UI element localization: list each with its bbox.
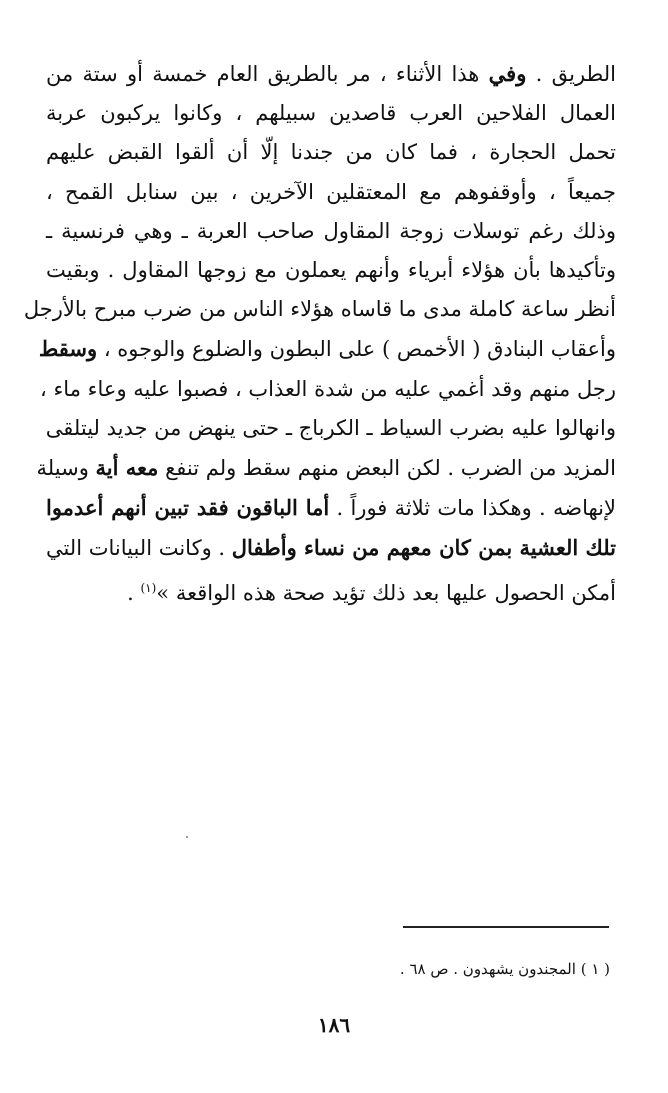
bold-text: وفي (488, 61, 527, 86)
text-run: وأعقاب البنادق ( الأخمص ) على البطون والضلوع والوجوه ، (97, 337, 616, 362)
text-line (46, 569, 616, 613)
footnote: ( ١ ) المجندون يشهدون . ص ٦٨ . (399, 960, 610, 978)
text-run: لإنهاضه . وهكذا مات ثلاثة فوراً . (329, 496, 616, 521)
footnote-reference: (١) (140, 580, 157, 595)
bold-text: تلك العشية بمن كان معهم من نساء وأطفال (231, 535, 616, 561)
text-line (46, 251, 616, 290)
text-run: . وكانت البيانات التي (45, 536, 232, 561)
text-line (46, 528, 616, 568)
text-run: هذا الأثناء ، مر بالطريق العام خمسة أو ستة من (46, 62, 489, 86)
text-line (46, 133, 616, 172)
bold-text: معه أية (95, 455, 159, 481)
text-line (23, 290, 616, 329)
text-run: وسيلة (36, 456, 96, 481)
text-run: وانهالوا عليه بضرب السياط ـ الكرباج ـ حتى ينهض من جديد ليتلقى (45, 415, 616, 440)
text-line (39, 370, 616, 409)
bold-text: أما الباقون فقد تبين أنهم أعدموا (46, 495, 330, 521)
footnote-separator (403, 926, 609, 928)
text-line (38, 329, 616, 369)
bold-text: وسقط (38, 336, 98, 362)
text-line (46, 488, 616, 528)
text-run: تحمل الحجارة ، فما كان من جندنا إلّا أن ألقوا القبض عليهم (46, 140, 616, 165)
text-run: وتأكيدها بأن هؤلاء أبرياء وأنهم يعملون مع زوجها المقاول . وبقيت (46, 258, 616, 283)
text-line (46, 54, 616, 94)
text-line (46, 409, 616, 448)
main-paragraph (23, 54, 616, 613)
text-run: . (127, 580, 141, 605)
text-line (36, 448, 616, 488)
text-run: أنظر ساعة كاملة مدى ما قاساه هؤلاء الناس من ضرب مبرح بالأرجل (23, 297, 616, 322)
text-run: رجل منهم وقد أغمي عليه من شدة العذاب ، فصبوا عليه وعاء ماء ، (39, 376, 616, 401)
text-run: المزيد من الضرب . لكن البعض منهم سقط ولم تنفع (158, 456, 616, 481)
page-number: ١٨٦ (317, 1013, 351, 1037)
text-line (46, 173, 616, 212)
text-run: الطريق . (526, 62, 616, 86)
scan-speck (186, 836, 188, 838)
text-line (46, 94, 616, 133)
text-run: وذلك رغم توسلات زوجة المقاول صاحب العربة ـ وهي فرنسية ـ (46, 218, 616, 243)
text-run: العمال الفلاحين العرب قاصدين سبيلهم ، وكانوا يركبون عربة (46, 101, 616, 126)
text-run: جميعاً ، وأوقفوهم مع المعتقلين الآخرين ، بين سنابل القمح ، (46, 179, 616, 204)
text-run: أمكن الحصول عليها بعد ذلك تؤيد صحة هذه الواقعة » (156, 580, 616, 605)
text-line (46, 212, 616, 251)
